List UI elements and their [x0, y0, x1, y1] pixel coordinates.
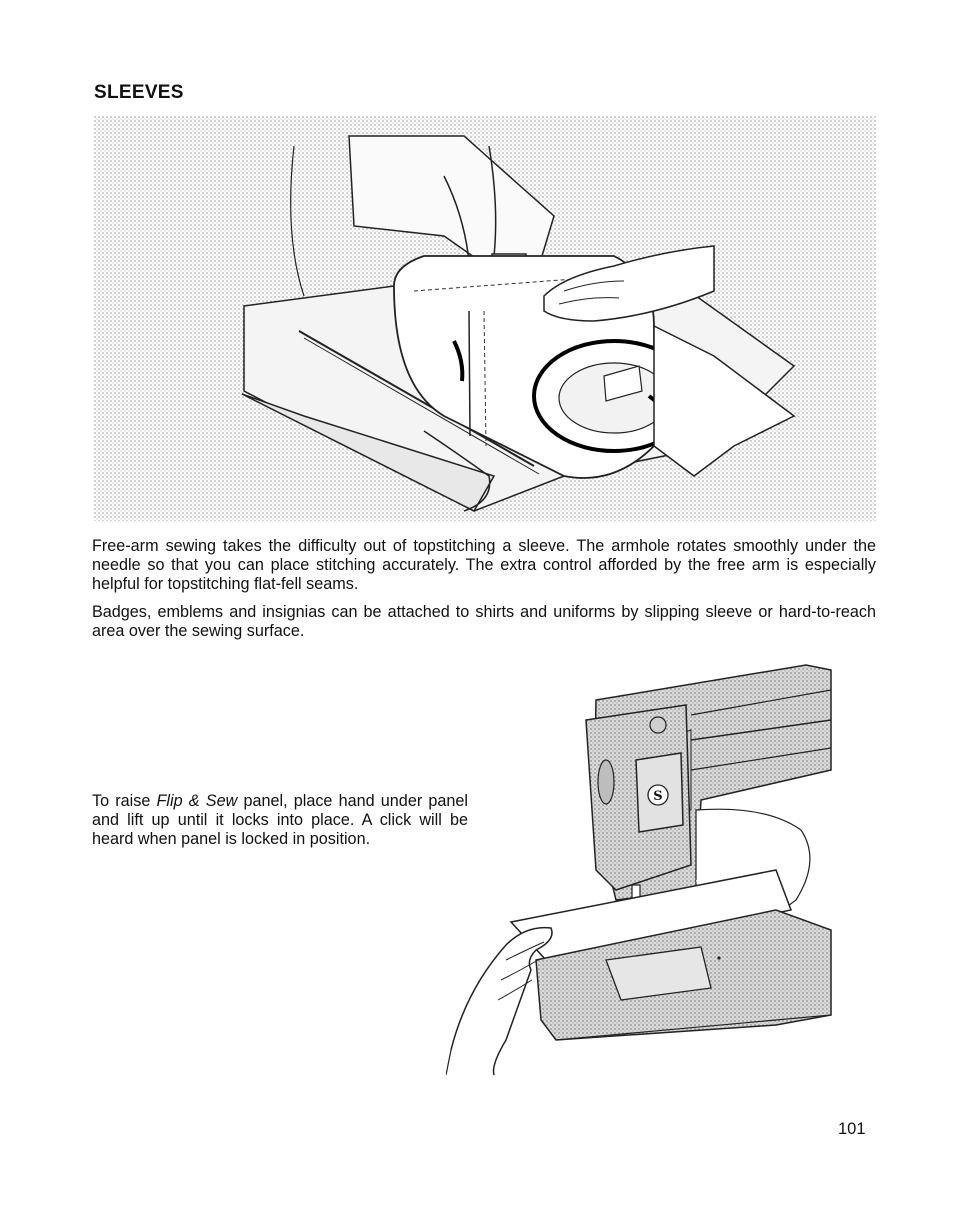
- flip-panel-product-name: Flip & Sew: [156, 792, 238, 810]
- paragraph-flip-panel: [92, 792, 468, 849]
- section-heading: SLEEVES: [94, 82, 184, 103]
- paragraph-badges-emblems: Badges, emblems and insignias can be attached to shirts and uniforms by slipping sleeve or hard-to-reach area over the sewing surface.: [92, 603, 876, 640]
- flip-panel-illustration: [446, 660, 836, 1080]
- machine-logo-badge: S: [653, 789, 663, 804]
- flip-panel-text-before: To raise: [92, 792, 157, 810]
- sleeve-sewing-illustration: [94, 116, 876, 521]
- flip-panel-text-after: panel, place hand under panel and lift up until it locks into place. A click will be heard when panel is locked in position.: [92, 792, 468, 848]
- paragraph-free-arm-sewing: Free-arm sewing takes the difficulty out of topstitching a sleeve. The armhole rotates smoothly under the needle so that you can place stitching accurately. The extra control afforded by the free arm is especially helpful for topstitching flat-fell seams.: [92, 537, 876, 593]
- page-number: 101: [838, 1120, 866, 1138]
